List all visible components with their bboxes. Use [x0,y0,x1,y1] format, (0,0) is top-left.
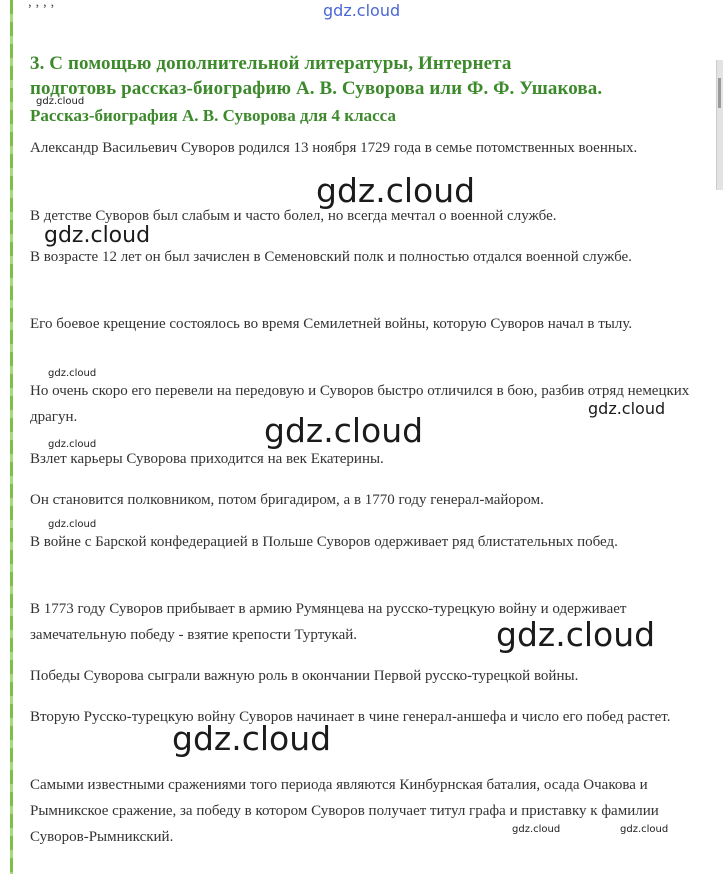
watermark: gdz.cloud [588,399,666,418]
paragraph-4: Его боевое крещение состоялось во время Семилетней войны, которую Суворов начал в тылу. [30,316,633,332]
watermark: gdz.cloud [316,171,476,210]
task-heading-line-1: 3. С помощью дополнительной литературы, Интернета [30,53,512,74]
paragraph-10: Победы Суворова сыграли важную роль в окончании Первой русско-турецкой войны. [30,668,579,684]
scroll-thumb[interactable] [718,78,721,108]
task-heading-line-2: подготовь рассказ-биографию А. В. Суворова или Ф. Ф. Ушакова. [30,78,603,99]
watermark: gdz.cloud [36,96,85,107]
paragraph-8: В войне с Барской конфедерацией в Польше Суворов одерживает ряд блистательных побед. [30,534,618,550]
paragraph-3: В возрасте 12 лет он был зачислен в Семеновский полк и полностью отдался военной службе. [30,249,632,265]
watermark: gdz.cloud [48,439,97,450]
answer-subtitle: Рассказ-биография А. В. Суворова для 4 класса [30,106,396,125]
paragraph-1: Александр Васильевич Суворов родился 13 ноября 1729 года в семье потомственных военных. [30,140,638,156]
paragraph-5: Но очень скоро его перевели на передовую и Суворов быстро отличился в бою, разбив отряд немецких драгун. [30,383,690,425]
watermark: gdz.cloud [512,824,561,835]
paragraph-7: Он становится полковником, потом бригадиром, а в 1770 году генерал-майором. [30,492,544,508]
watermark: gdz.cloud [172,719,332,758]
watermark: gdz.cloud [264,411,424,450]
watermark-top-link[interactable]: gdz.cloud [323,1,401,20]
paragraph-9: В 1773 году Суворов прибывает в армию Румянцева на русско-турецкую войну и одерживает замечательную победу - взятие крепости Туртукай. [30,601,627,643]
watermark: gdz.cloud [48,368,97,379]
watermark: gdz.cloud [48,519,97,530]
paragraph-6: Взлет карьеры Суворова приходится на век Екатерины. [30,451,384,467]
watermark: gdz.cloud [620,824,669,835]
task-heading [30,51,710,101]
paragraph-2: В детстве Суворов был слабым и часто болел, но всегда мечтал о военной службе. [30,208,557,224]
watermark: gdz.cloud [496,615,656,654]
watermark: gdz.cloud [44,223,151,248]
paragraph-12: Самыми известными сражениями того периода являются Кинбурнская баталия, осада Очакова и Рымникское сражение, за победу в котором Суворов получает титул графа и приставку к фамилии Суворов-Рымникский. [30,777,659,845]
paragraph-11: Вторую Русско-турецкую войну Суворов начинает в чине генерал-аншефа и число его побед растет. [30,709,671,725]
left-accent-bar [10,0,13,874]
cropped-previous-line: , , , , [28,0,55,8]
